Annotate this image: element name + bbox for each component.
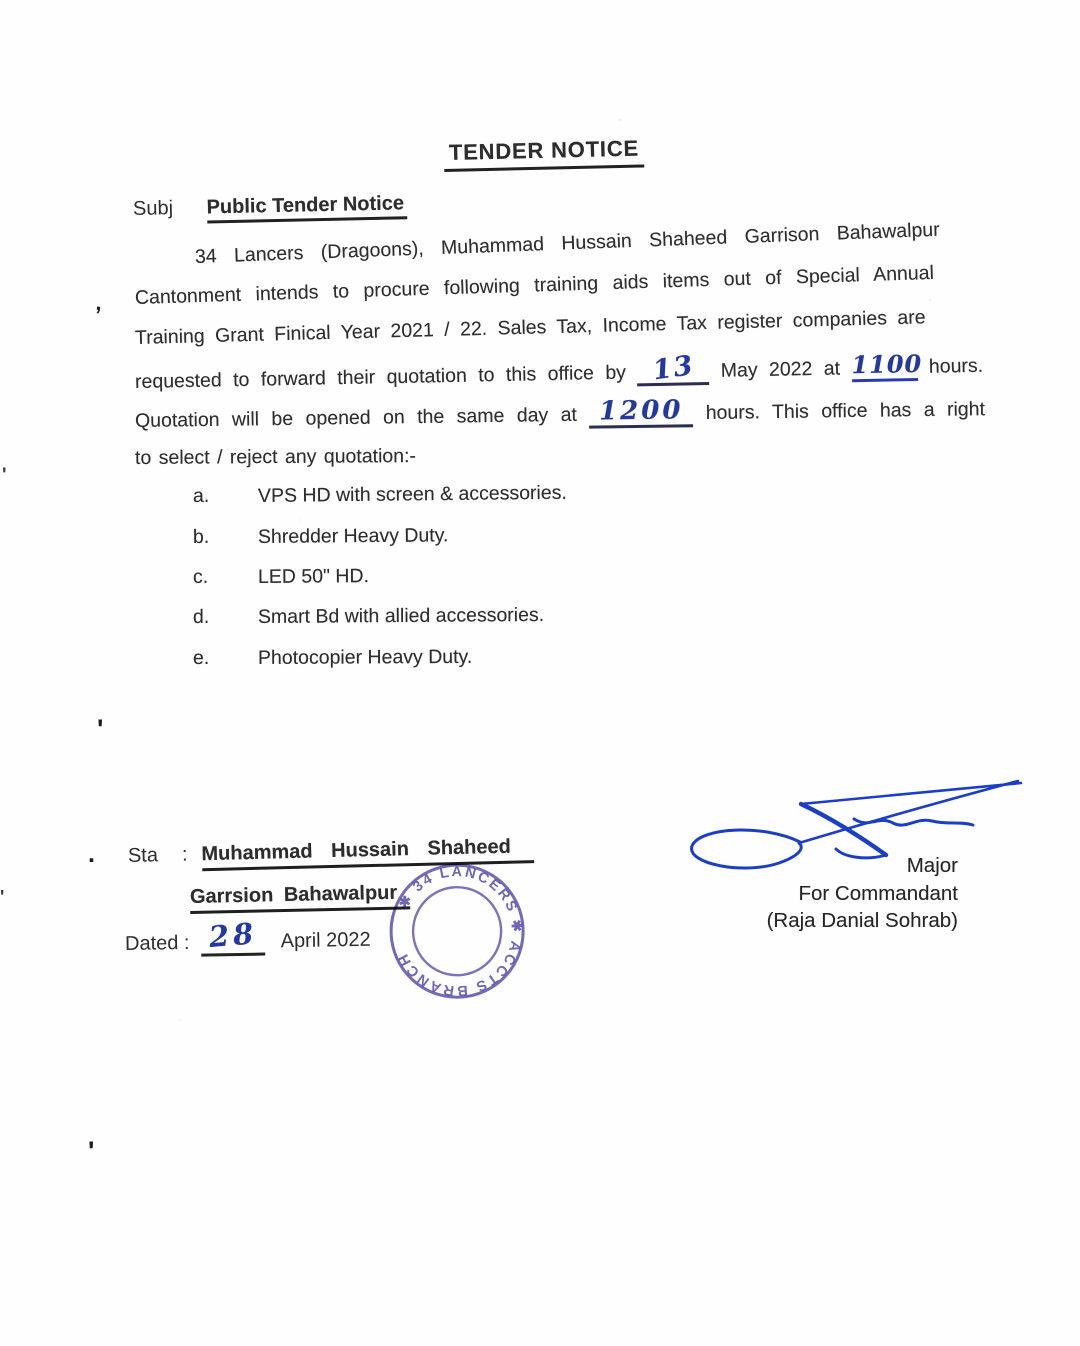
subject-label: Subj [132,197,174,220]
ink-speck: , [94,289,104,316]
opening-time-blank [589,395,693,428]
handwritten-dated-day: 28 [207,916,259,955]
signatory-rank: Major [906,854,958,877]
item-text: Smart Bd with allied accessories. [257,604,545,628]
ink-speck: ' [88,1136,95,1166]
line5-suffix: hours. This office has a right [705,398,986,425]
ink-speck: ' [97,714,104,744]
handwritten-deadline-day: 13 [650,349,697,387]
item-text: VPS HD with screen & accessories. [257,481,567,507]
svg-text:✱ 34 LANCERS ✱ ACCTS BRANCH [383,855,533,1007]
line4-prefix: requested to forward their quotation to this office by [134,361,627,393]
dated-row [124,916,371,958]
station-colon: : [181,843,188,866]
paragraph-line-4 [135,350,984,396]
paragraph-line-6: to select / reject any quotation:- [134,445,417,469]
item-text: Photocopier Heavy Duty. [257,645,473,669]
deadline-time-blank [851,348,923,382]
ink-speck: ' [2,465,7,486]
dated-month-year: April 2022 [280,928,371,953]
item-letter: a. [192,484,210,507]
item-letter: d. [192,605,210,628]
dated-label: Dated : [124,931,190,955]
ink-speck: ' [0,887,5,907]
station-name-line2: Garrsion Bahawalpur [190,881,411,914]
handwritten-opening-time: 1200 [598,395,684,427]
dated-day-blank [201,916,266,957]
paragraph-line-1: 34 Lancers (Dragoons), Muhammad Hussain Shaheed Garrison Bahawalpur [194,218,941,268]
deadline-day-blank [637,349,710,387]
page-title: TENDER NOTICE [444,135,645,172]
handwritten-deadline-time: 1100 [851,348,923,380]
stamp-ring-text: ✱ 34 LANCERS ✱ ACCTS BRANCH [394,864,525,999]
paragraph-line-5 [135,394,985,435]
signatory-name: (Raja Danial Sohrab) [766,909,958,932]
station-name-line1: Muhammad Hussain Shaheed [201,835,534,871]
paragraph-line-2: Cantonment intends to procure following training aids items out of Special Annual [134,261,935,309]
item-text: Shredder Heavy Duty. [257,524,449,548]
line4-middle: May 2022 at [720,357,841,382]
item-text: LED 50" HD. [257,565,370,588]
subject-row [133,192,407,221]
line5-prefix: Quotation will be opened on the same day at [134,403,578,432]
station-label: Sta [127,844,159,867]
ink-speck: . [88,840,95,868]
item-letter: c. [192,565,209,588]
handwritten-signature [652,760,1048,906]
item-letter: b. [192,525,210,548]
unit-stamp [353,827,561,1035]
item-letter: e. [192,646,210,669]
subject-value: Public Tender Notice [206,192,407,223]
paragraph-line-3: Training Grant Finical Year 2021 / 22. Sales Tax, Income Tax register companies are [134,306,926,349]
line4-suffix: hours. [928,354,984,378]
signatory-for-line: For Commandant [798,881,958,905]
